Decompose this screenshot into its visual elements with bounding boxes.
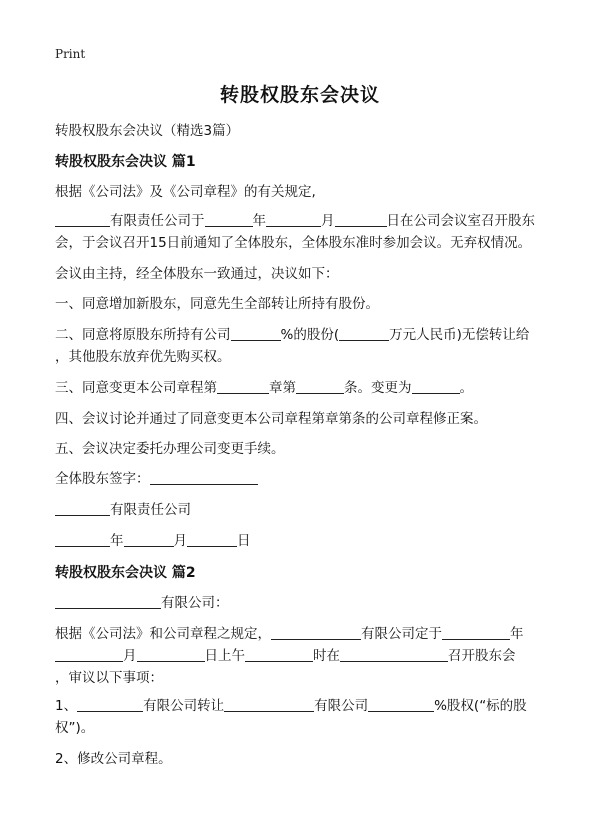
- blank-field: [231, 326, 281, 341]
- blank-field: [271, 625, 361, 640]
- page-title: 转股权股东会决议: [219, 84, 380, 106]
- s1-paragraph-8: 五、会议决定委托办理公司变更手续。: [55, 441, 285, 457]
- s2-paragraph-3-cont: 权”)。: [55, 720, 95, 736]
- blank-field: [442, 625, 510, 640]
- blank-field: [339, 326, 389, 341]
- blank-field: [224, 697, 314, 712]
- section-heading-2: 转股权股东会决议 篇2: [55, 565, 196, 581]
- blank-field: [124, 532, 174, 547]
- s2-paragraph-3: 1、 有限公司转让 有限公司 %股权(“标的股: [55, 698, 527, 714]
- subtitle: 转股权股东会决议（精选3篇）: [55, 123, 240, 139]
- print-link[interactable]: Print: [55, 47, 86, 61]
- s2-paragraph-2-end: ，审议以下事项：: [55, 670, 163, 686]
- s2-paragraph-2-cont: 月 日上午 时在 召开股东会: [55, 645, 550, 667]
- s1-paragraph-3: 会议由主持，经全体股东一致通过，决议如下：: [55, 266, 339, 282]
- blank-field: [55, 212, 110, 227]
- signature-field: [150, 470, 258, 485]
- s2-paragraph-4: 2、修改公司章程。: [55, 751, 172, 767]
- blank-field: [245, 647, 313, 662]
- s1-paragraph-9: 全体股东签字：: [55, 468, 550, 490]
- blank-field: [77, 697, 143, 712]
- s1-paragraph-7: 四、会议讨论并通过了同意变更本公司章程第章第条的公司章程修正案。: [55, 411, 487, 427]
- s1-paragraph-6: 三、同意变更本公司章程第 章第 条。变更为 。: [55, 380, 473, 396]
- s1-paragraph-2: 有限责任公司于 年 月 日在公司会议室召开股东: [55, 210, 550, 232]
- blank-field: [217, 379, 269, 394]
- s1-paragraph-2-cont: 会，于会议召开15日前通知了全体股东，全体股东准时参加会议。无弃权情况。: [55, 235, 532, 251]
- blank-field: [187, 532, 237, 547]
- blank-field: [137, 647, 205, 662]
- blank-field: [205, 212, 253, 227]
- blank-field: [368, 697, 434, 712]
- blank-field: [55, 594, 161, 609]
- blank-field: [55, 647, 123, 662]
- s1-paragraph-5-cont: ，其他股东放弃优先购买权。: [55, 349, 231, 365]
- s1-paragraph-5: 二、同意将原股东所持有公司 %的股份( 万元人民币)无偿转让给: [55, 327, 530, 343]
- blank-field: [55, 501, 110, 516]
- s1-paragraph-4: 一、同意增加新股东，同意先生全部转让所持有股份。: [55, 296, 379, 312]
- s1-paragraph-10: 有限责任公司: [55, 499, 550, 521]
- blank-field: [266, 212, 321, 227]
- s1-date-line: 年 月 日: [55, 530, 550, 552]
- blank-field: [296, 379, 344, 394]
- s1-paragraph-1: 根据《公司法》及《公司章程》的有关规定,: [55, 184, 316, 200]
- blank-field: [335, 212, 387, 227]
- s2-paragraph-2: 根据《公司法》和公司章程之规定， 有限公司定于 年: [55, 626, 524, 642]
- s2-paragraph-1: 有限公司：: [55, 592, 550, 614]
- section-heading-1: 转股权股东会决议 篇1: [55, 154, 196, 170]
- blank-field: [340, 647, 448, 662]
- blank-field: [412, 379, 460, 394]
- blank-field: [55, 532, 110, 547]
